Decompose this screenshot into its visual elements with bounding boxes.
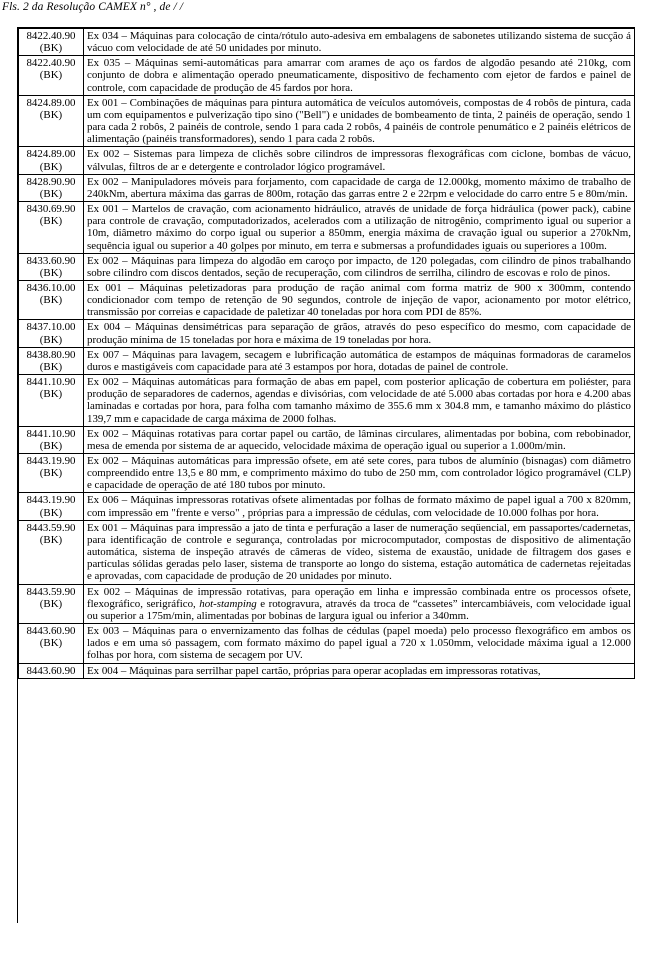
bk-tag: (BK) — [39, 597, 63, 610]
description-cell — [84, 454, 635, 493]
table-row — [19, 29, 635, 56]
table-row — [19, 347, 635, 374]
description-cell — [84, 320, 635, 347]
bk-tag: (BK) — [39, 333, 63, 346]
table-row — [19, 454, 635, 493]
description-text: Máquinas para lavagem, secagem e lubrificação automática de estampos de máquinas formadoras de caramelos duros e mastigáveis com capacidade para até 3 estampos por hora, dotadas de painel de controle. — [87, 348, 632, 373]
ncm-code-cell — [19, 56, 84, 95]
ex-number: Ex 002 – — [87, 455, 128, 467]
table-row — [19, 56, 635, 95]
ncm-code-cell — [19, 520, 84, 584]
ncm-code: 8436.10.00 — [26, 281, 76, 294]
ncm-code-cell — [19, 280, 84, 319]
description-text: Máquinas de impressão rotativas, para operação em linha e impressão combinada entre os processos ofsete, flexográfico, serigráfico, — [87, 585, 632, 610]
table-row — [19, 253, 635, 280]
description-text: Combinações de máquinas para pintura automática de veículos automóveis, compostas de 4 robôs de pintura, cada um com equipamentos e pulverização tipo sino ("Bell") e unidades de bombeamento de tinta, 2 painéis de operação, sendo 1 para cada 2 robôs, 2 painéis de controle, sendo 1 para cada 2 robôs, 4 painéis de controle penumático e 2 painéis elétricos de alimentação (painéis transformadores), sendo 1 para cada 2 robôs. — [87, 96, 631, 146]
table-row — [19, 202, 635, 254]
ex-number: Ex 002 – — [87, 148, 130, 161]
ncm-code: 8441.10.90 — [26, 427, 76, 440]
bk-tag: (BK) — [39, 266, 63, 279]
table-row — [19, 663, 635, 678]
description-cell — [84, 375, 635, 427]
table-row — [19, 520, 635, 584]
ncm-code: 8428.90.90 — [26, 175, 76, 188]
bk-tag: (BK) — [39, 42, 63, 55]
tariff-table — [18, 28, 635, 679]
ncm-code: 8422.40.90 — [26, 30, 76, 42]
ncm-code-cell — [19, 202, 84, 254]
description-cell — [84, 347, 635, 374]
description-text: Máquinas rotativas para cortar papel ou cartão, de lâminas circulares, alimentadas por bobina, com rebobinador, mesa de emenda por sistema de ar aquecido, velocidade máxima de operação igual ou superior a 1.000m/min. — [87, 427, 631, 452]
ncm-code-cell — [19, 493, 84, 520]
ex-number: Ex 006 – — [87, 494, 128, 507]
ncm-code-cell — [19, 95, 84, 147]
description-cell — [84, 174, 635, 201]
ncm-code: 8443.59.90 — [26, 585, 76, 598]
ncm-code: 8433.60.90 — [26, 254, 76, 267]
bk-tag: (BK) — [39, 388, 63, 401]
description-text: Máquinas semi-automáticas para amarrar com arames de aço os fardos de algodão pesando até 210kg, com conjunto de dobra e alimentação operado pneumaticamente, dispositivo de fechamento com ejetor de fardos e painel de controle, com capacidade de produção de 45 fardos por hora. — [87, 57, 631, 94]
ex-number: Ex 007 – — [87, 348, 129, 361]
ex-number: Ex 001 – — [87, 281, 134, 294]
ncm-code: 8424.89.00 — [26, 148, 76, 161]
description-text: Martelos de cravação, com acionamento hidráulico, através de unidade de força hidráulica (power pack), cabine para controle de cravação, computadorizados, acelerados com a utilização de nitrogênio, comprimento igual ou superior a 10m, diâmetro máximo do corpo igual ou superior a 850mm, energia máxima de cravação igual ou superior a 270kNm, sequência igual ou superior a 40 golpes por minuto, em terra e submersas a profundidades iguais ou superiores a 100m. — [87, 203, 631, 252]
ncm-code: 8437.10.00 — [26, 321, 76, 334]
ex-number: Ex 034 – — [87, 30, 127, 42]
ncm-code-cell — [19, 375, 84, 427]
description-text: Máquinas automáticas para impressão ofsete, em até sete cores, para tubos de alumínio (bisnagas) com diâmetro compreendido entre 13,5 e 80 mm, e comprimento máximo do tubo de 250 mm, com controlador lógico programável (CLP) e capacidade de operação de até 180 tubos por minuto. — [87, 455, 631, 492]
description-text: Sistemas para limpeza de clichês sobre cilindros de impressoras flexográficas com ciclone, bombas de vácuo, válvulas, filtros de ar e detergente e controlador lógico programável. — [87, 148, 631, 173]
description-text-cont: e rotogravura, através da troca de “cassetes” intercambiáveis, com velocidade igual ou superior a 175m/min, alimentadas por bobinas de largura igual ou inferior a 340mm. — [87, 597, 631, 622]
ncm-code-cell — [19, 174, 84, 201]
ncm-code: 8443.60.90 — [26, 625, 76, 638]
ncm-code-cell — [19, 320, 84, 347]
ncm-code: 8443.59.90 — [26, 521, 76, 534]
ncm-code-cell — [19, 426, 84, 453]
ex-number: Ex 002 – — [87, 427, 128, 440]
ncm-code-cell — [19, 584, 84, 623]
ncm-code: 8443.60.90 — [26, 664, 76, 677]
table-row — [19, 320, 635, 347]
ex-number: Ex 002 – — [87, 585, 131, 598]
ncm-code: 8422.40.90 — [26, 57, 76, 70]
table-row — [19, 280, 635, 319]
ncm-code: 8443.19.90 — [26, 494, 76, 507]
ex-number: Ex 002 – — [87, 175, 128, 188]
page-header: Fls. 2 da Resolução CAMEX n° , de / / — [2, 1, 184, 13]
description-cell — [84, 584, 635, 623]
table-row — [19, 95, 635, 147]
bk-tag: (BK) — [39, 533, 63, 546]
bk-tag: (BK) — [39, 506, 63, 519]
description-cell — [84, 493, 635, 520]
ncm-code: 8438.80.90 — [26, 348, 76, 361]
ncm-code-cell — [19, 624, 84, 663]
description-cell — [84, 29, 635, 56]
ncm-code: 8443.19.90 — [26, 455, 76, 467]
description-cell — [84, 253, 635, 280]
description-cell — [84, 147, 635, 174]
bk-tag: (BK) — [39, 187, 63, 200]
ncm-code-cell — [19, 147, 84, 174]
description-cell — [84, 426, 635, 453]
table-row — [19, 584, 635, 623]
description-text: Máquinas para limpeza do algodão em caroço por impacto, de 120 polegadas, com cilindro de pinos trabalhando sobre cilindro com discos dentados, seção de recuperação, com cilindros de serrilha, cilindro de escovas e rolo de pinos. — [87, 254, 631, 279]
table-row — [19, 624, 635, 663]
ex-number: Ex 001 – — [87, 203, 128, 216]
description-cell — [84, 663, 635, 678]
tariff-table-container — [17, 27, 635, 923]
table-row — [19, 147, 635, 174]
ex-number: Ex 002 – — [87, 254, 128, 267]
ex-number: Ex 004 – — [87, 321, 131, 334]
ncm-code: 8424.89.00 — [26, 96, 76, 109]
ex-number: Ex 001 – — [87, 521, 127, 534]
ncm-code: 8430.69.90 — [26, 203, 76, 216]
description-cell — [84, 95, 635, 147]
bk-tag: (BK) — [39, 294, 63, 307]
description-text: Máquinas impressoras rotativas ofsete alimentadas por folhas de formato máximo de papel igual a 700 x 820mm, com impressão em "frente e verso" , próprias para a impressão de cédulas, com velocidade de 10.000 folhas por hora. — [87, 494, 631, 519]
ex-number: Ex 003 – — [87, 625, 129, 638]
bk-tag: (BK) — [39, 69, 63, 82]
description-text: Manipuladores móveis para forjamento, com capacidade de carga de 12.000kg, momento máximo de trabalho de 240kNm, abertura máxima das garras de 800m, rotação das garras entre 2 e 22rpm e velocidade do carro entre 5 e 80m/min. — [87, 175, 631, 200]
description-text: Máquinas peletizadoras para produção de ração animal com forma matriz de 900 x 300mm, contendo condicionador com tempo de retenção de 90 segundos, controle de injeção de vapor, acionamento por motor elétrico, transmissão por correias e capacidade de paletizar 40 toneladas por hora com PDI de 85%. — [87, 281, 631, 319]
description-text: Máquinas para o envernizamento das folhas de cédulas (papel moeda) pelo processo flexográfico em ambos os lados e em uma só passagem, com formato máximo do papel igual a 720 x 1.050mm, velocidade máxima igual a 12.000 folhas por hora, com sistema de secagem por UV. — [87, 625, 631, 662]
table-row — [19, 493, 635, 520]
description-cell — [84, 56, 635, 95]
bk-tag: (BK) — [39, 360, 63, 373]
ncm-code: 8441.10.90 — [26, 376, 76, 389]
table-row — [19, 375, 635, 427]
table-row — [19, 174, 635, 201]
ncm-code-cell — [19, 253, 84, 280]
ncm-code-cell — [19, 29, 84, 56]
bk-tag: (BK) — [39, 467, 63, 480]
description-cell — [84, 520, 635, 584]
ex-number: Ex 002 – — [87, 376, 129, 389]
description-text: Máquinas automáticas para formação de abas em papel, com posterior aplicação de cobertura em poliéster, para produção de separadores de cadernos, agendas e divisórias, com velocidade de até 5.000 abas cortadas por hora e 4.200 abas laminadas e cortadas por hora, para folha com tamanho máximo de 355.6 mm x 304.8 mm, e tamanho máximo do plástico 139,7 mm e capacidade de carga máxima de 2000 folhas. — [87, 376, 632, 425]
hot-stamping-term: hot-stamping — [199, 597, 257, 610]
description-cell — [84, 280, 635, 319]
description-text: Máquinas para impressão a jato de tinta e perfuração a laser de numeração seqüencial, em passaportes/cadernetas, para identificação de controle e segurança, controladas por microcomputador, compostas de dispositivo de alimentação automática, sistema de inspeção através de câmeras de vídeo, sistema de exaustão, unidade de filtragem dos gases e partículas sólidas geradas pelo laser, sistema de transporte ao longo do sistema, estação automática de cadernetas rejeitadas e aprovadas, com capacidade de produção de 20 unidades por minuto. — [87, 521, 631, 583]
ex-number: Ex 001 – — [87, 96, 127, 109]
table-row — [19, 426, 635, 453]
bk-tag: (BK) — [39, 637, 63, 650]
bk-tag: (BK) — [39, 160, 63, 173]
description-text: Máquinas densimétricas para separação de grãos, através do peso específico do mesmo, com capacidade de produção mínima de 15 toneladas por hora e máxima de 19 toneladas por hora. — [87, 321, 632, 346]
description-text: Máquinas para serrilhar papel cartão, próprias para operar acopladas em impressoras rotativas, — [129, 664, 541, 677]
ex-number: Ex 035 – — [87, 57, 131, 70]
ncm-code-cell — [19, 454, 84, 493]
description-cell — [84, 202, 635, 254]
ex-number: Ex 004 – — [87, 664, 127, 677]
bk-tag: (BK) — [39, 439, 63, 452]
bk-tag: (BK) — [39, 215, 63, 228]
ncm-code-cell — [19, 347, 84, 374]
description-cell — [84, 624, 635, 663]
bk-tag: (BK) — [39, 108, 63, 121]
ncm-code-cell — [19, 663, 84, 678]
description-text: Máquinas para colocação de cinta/rótulo auto-adesiva em embalagens de sabonetes utilizando sistema de sucção á vácuo com velocidade de até 50 unidades por minuto. — [87, 30, 631, 55]
